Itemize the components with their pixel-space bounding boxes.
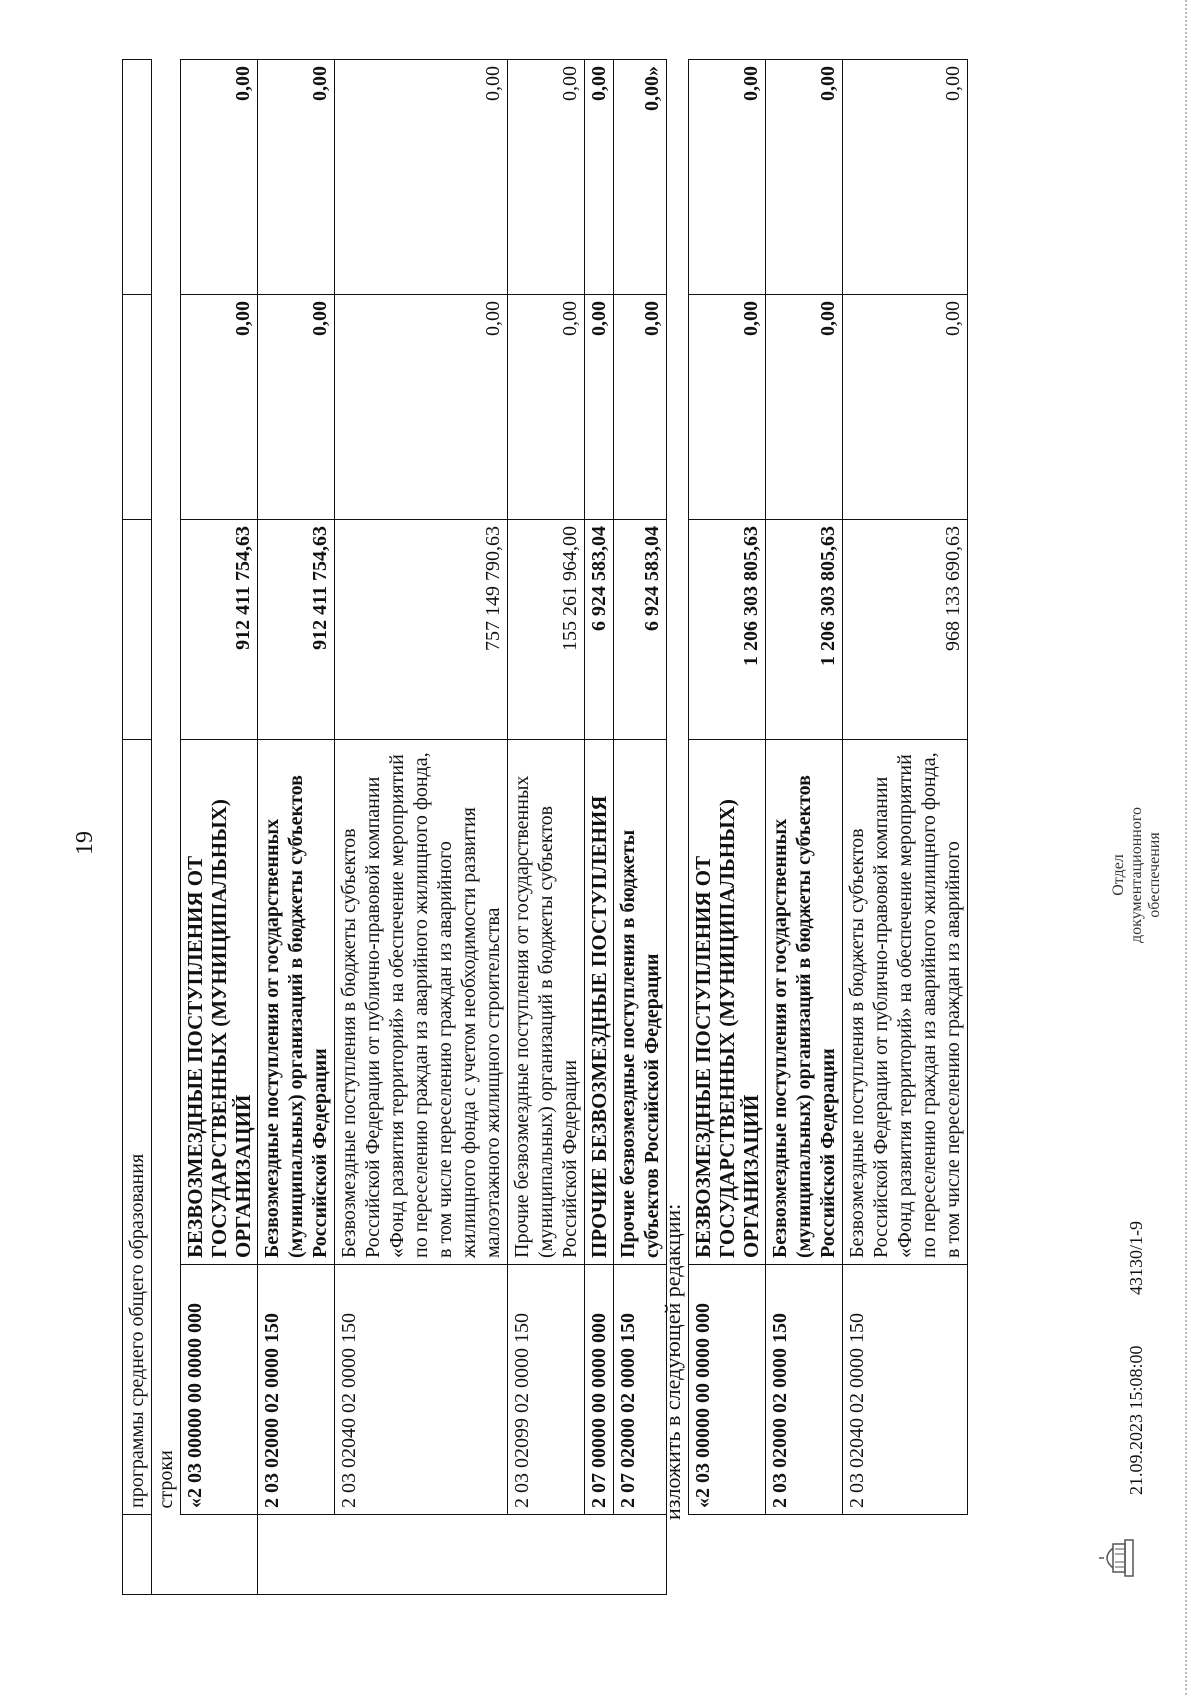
row-value-3: 0,00» [614, 59, 667, 294]
row-code: 2 07 02000 02 0000 150 [614, 1265, 667, 1515]
row-name: БЕЗВОЗМЕЗДНЫЕ ПОСТУПЛЕНИЯ ОТ ГОСУДАРСТВЕННЫХ (МУНИЦИПАЛЬНЫХ) ОРГАНИЗАЦИЙ [689, 740, 766, 1265]
row-name: Прочие безвозмездные поступления от государственных (муниципальных) организаций в бюджеты субъектов Российской Федерации [508, 739, 585, 1264]
row-value-2: 0,00 [258, 294, 335, 519]
row-value-1: 912 411 754,63 [258, 519, 335, 739]
scan-edge-dots [1185, 0, 1189, 1695]
header-empty-cell [123, 1515, 152, 1595]
table-row [508, 59, 585, 1594]
row-name: БЕЗВОЗМЕЗДНЫЕ ПОСТУПЛЕНИЯ ОТ ГОСУДАРСТВЕННЫХ (МУНИЦИПАЛЬНЫХ) ОРГАНИЗАЦИЙ [181, 739, 258, 1264]
table-row [614, 59, 667, 1594]
row-value-3: 0,00 [508, 59, 585, 294]
row-value-2: 0,00 [335, 294, 508, 519]
row-name: Безвозмездные поступления в бюджеты субъектов Российской Федерации от публично-правовой компании «Фонд развития территорий» на обеспечение мероприятий по переселению граждан из аварийного жилищного фонда, в том числе переселению граждан из аварийного [843, 740, 968, 1265]
row-value-1: 6 924 583,04 [585, 519, 614, 739]
row-value-2: 0,00 [585, 294, 614, 519]
row-code: 2 03 02000 02 0000 150 [258, 1265, 335, 1515]
row-code: «2 03 00000 00 0000 000 [689, 1265, 766, 1515]
row-code: 2 03 02040 02 0000 150 [843, 1265, 968, 1515]
table-row [152, 59, 181, 1594]
table-row [335, 59, 508, 1594]
row-value-1: 6 924 583,04 [614, 519, 667, 739]
page-number: 19 [72, 831, 98, 855]
stroki-label: строки [152, 1265, 181, 1515]
row-name: Безвозмездные поступления от государственных (муниципальных) организаций в бюджеты субъектов Российской Федерации [258, 739, 335, 1264]
table-row [585, 59, 614, 1594]
row-value-1: 1 206 303 805,63 [766, 520, 843, 740]
table-row [689, 60, 766, 1515]
row-value-3: 0,00 [843, 60, 968, 295]
row-value-1: 968 133 690,63 [843, 520, 968, 740]
table-header-row [123, 59, 152, 1594]
row-value-3: 0,00 [689, 60, 766, 295]
table-row [766, 60, 843, 1515]
row-code: 2 03 02040 02 0000 150 [335, 1265, 508, 1515]
row-name: ПРОЧИЕ БЕЗВОЗМЕЗДНЫЕ ПОСТУПЛЕНИЯ [585, 739, 614, 1264]
row-name: Безвозмездные поступления в бюджеты субъектов Российской Федерации от публично-правовой компании «Фонд развития территорий» на обеспечение мероприятий по переселению граждан из аварийного жилищного фонда, в том числе переселению граждан из аварийного жилищного фонда с учетом необходимости развития малоэтажного жилищного строительства [335, 739, 508, 1264]
row-value-2: 0,00 [614, 294, 667, 519]
table-row [181, 59, 258, 1594]
header-text-cell: программы среднего общего образования [123, 739, 152, 1514]
row-code: 2 03 02000 02 0000 150 [766, 1265, 843, 1515]
transition-text: изложить в следующей редакции: [660, 1203, 685, 1520]
row-value-1: 1 206 303 805,63 [689, 520, 766, 740]
row-value-3: 0,00 [181, 59, 258, 294]
table-row [258, 59, 335, 1594]
footer-datetime: 21.09.2023 15:08:00 [1126, 1345, 1146, 1495]
row-value-2: 0,00 [181, 294, 258, 519]
row-value-2: 0,00 [843, 295, 968, 520]
row-code: 2 03 02099 02 0000 150 [508, 1265, 585, 1515]
table-after [688, 59, 968, 1515]
row-value-3: 0,00 [585, 59, 614, 294]
row-value-2: 0,00 [508, 294, 585, 519]
row-code: «2 03 00000 00 0000 000 [181, 1265, 258, 1515]
row-code: 2 07 00000 00 0000 000 [585, 1265, 614, 1515]
row-name: Безвозмездные поступления от государственных (муниципальных) организаций в бюджеты субъектов Российской Федерации [766, 740, 843, 1265]
row-value-1: 912 411 754,63 [181, 519, 258, 739]
row-value-3: 0,00 [766, 60, 843, 295]
row-value-3: 0,00 [258, 59, 335, 294]
row-value-1: 155 261 964,00 [508, 519, 585, 739]
footer-department: Отдел документационного обеспечения [1110, 807, 1163, 943]
table-before [122, 59, 667, 1595]
table-row [843, 60, 968, 1515]
row-value-2: 0,00 [689, 295, 766, 520]
row-value-3: 0,00 [335, 59, 508, 294]
row-name: Прочие безвозмездные поступления в бюджеты субъектов Российской Федерации [614, 739, 667, 1264]
footer-doc-number: 43130/1-9 [1126, 1221, 1146, 1295]
row-value-2: 0,00 [766, 295, 843, 520]
duma-logo-icon [1095, 1536, 1139, 1580]
row-value-1: 757 149 790,63 [335, 519, 508, 739]
